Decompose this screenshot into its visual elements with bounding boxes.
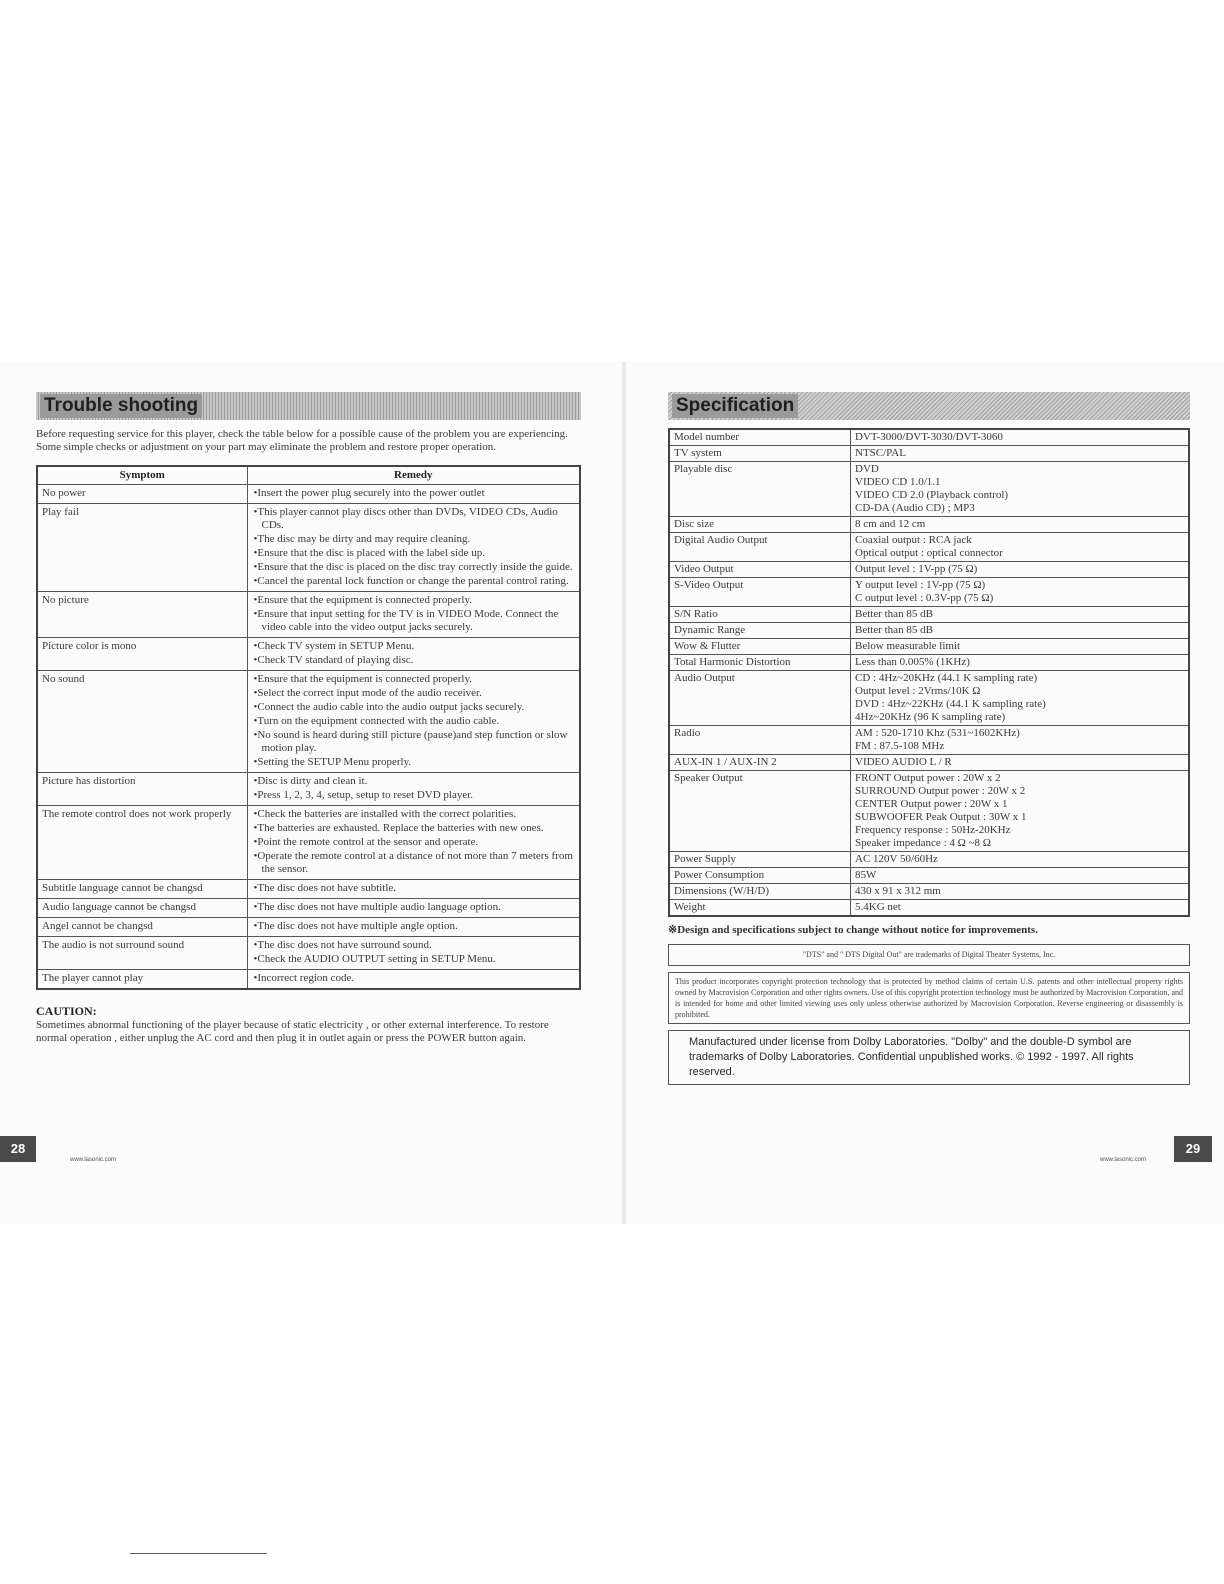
symptom-cell: Picture color is mono: [37, 638, 247, 671]
manual-spread: [0, 362, 1224, 1224]
dts-notice: "DTS" and " DTS Digital Out" are trademarks of Digital Theater Systems, Inc.: [668, 944, 1190, 966]
troubleshooting-table: [36, 465, 581, 990]
spec-value-cell: [851, 533, 1190, 562]
page-number-left: 28: [0, 1136, 36, 1162]
remedy-list: [252, 594, 576, 634]
spec-value: DVD : 4Hz~22KHz (44.1 K sampling rate): [855, 698, 1046, 710]
spec-label: Dynamic Range: [669, 623, 851, 639]
remedy-item: • Disc is dirty and clean it.: [252, 775, 576, 788]
remedy-item: • The disc does not have surround sound.: [252, 939, 576, 952]
table-row: [37, 918, 580, 937]
spec-value: 430 x 91 x 312 mm: [855, 885, 941, 897]
spec-value-cell: [851, 755, 1190, 771]
spec-value: FM : 87.5-108 MHz: [855, 740, 945, 752]
spec-label: TV system: [669, 446, 851, 462]
remedy-list: [252, 640, 576, 667]
spec-row: [669, 639, 1189, 655]
spec-value-cell: [851, 462, 1190, 517]
symptom-cell: No power: [37, 485, 247, 504]
remedy-item: • The disc may be dirty and may require cleaning.: [252, 533, 576, 546]
spec-value: DVD: [855, 463, 879, 475]
spec-label: Playable disc: [669, 462, 851, 517]
table-row: [37, 485, 580, 504]
remedy-list: [252, 487, 576, 500]
table-row: [37, 899, 580, 918]
remedy-cell: [247, 899, 580, 918]
section-title: Trouble shooting: [40, 394, 202, 418]
spec-value-cell: [851, 623, 1190, 639]
caution-body: Sometimes abnormal functioning of the player because of static electricity , or other external interference. To restore normal operation , either unplug the AC cord and then plug it in outlet again or press the POWER button again.: [36, 1019, 549, 1044]
remedy-item: • The disc does not have subtitle.: [252, 882, 576, 895]
remedy-item: • The batteries are exhausted. Replace the batteries with new ones.: [252, 822, 576, 835]
spec-row: [669, 462, 1189, 517]
spec-value: Output level : 1V-pp (75 Ω): [855, 563, 978, 575]
spec-label: Disc size: [669, 517, 851, 533]
spec-value-cell: [851, 446, 1190, 462]
remedy-item: • Ensure that the equipment is connected properly.: [252, 594, 576, 607]
spec-label: Speaker Output: [669, 771, 851, 852]
spec-value: Less than 0.005% (1KHz): [855, 656, 970, 668]
remedy-item: • Select the correct input mode of the audio receiver.: [252, 687, 576, 700]
remedy-cell: [247, 880, 580, 899]
remedy-item: • Ensure that input setting for the TV is in VIDEO Mode. Connect the video cable into the video output jacks securely.: [252, 608, 576, 634]
spec-value-cell: [851, 884, 1190, 900]
spec-value: C output level : 0.3V-pp (75 Ω): [855, 592, 994, 604]
remedy-item: • Check TV standard of playing disc.: [252, 654, 576, 667]
spec-label: Video Output: [669, 562, 851, 578]
spec-label: Power Consumption: [669, 868, 851, 884]
remedy-header: Remedy: [247, 466, 580, 485]
spec-value: SUBWOOFER Peak Output : 30W x 1: [855, 811, 1027, 823]
symptom-cell: No sound: [37, 671, 247, 773]
spec-value: CD-DA (Audio CD) ; MP3: [855, 502, 975, 514]
spec-row: [669, 429, 1189, 446]
website-url-right: www.lasonic.com: [1100, 1157, 1147, 1163]
spec-row: [669, 900, 1189, 917]
spec-label: Audio Output: [669, 671, 851, 726]
table-row: [37, 638, 580, 671]
spec-label: Radio: [669, 726, 851, 755]
spec-value-cell: [851, 655, 1190, 671]
spec-value: 85W: [855, 869, 877, 881]
symptom-cell: Subtitle language cannot be changsd: [37, 880, 247, 899]
remedy-list: [252, 901, 576, 914]
spec-label: S-Video Output: [669, 578, 851, 607]
symptom-cell: Audio language cannot be changsd: [37, 899, 247, 918]
spec-value: VIDEO CD 2.0 (Playback control): [855, 489, 1009, 501]
table-row: [37, 592, 580, 638]
spec-label: AUX-IN 1 / AUX-IN 2: [669, 755, 851, 771]
spec-value: CD : 4Hz~20KHz (44.1 K sampling rate): [855, 672, 1038, 684]
spec-row: [669, 755, 1189, 771]
spec-value-cell: [851, 852, 1190, 868]
remedy-item: • Check TV system in SETUP Menu.: [252, 640, 576, 653]
troubleshooting-body: [37, 485, 580, 990]
spec-label: S/N Ratio: [669, 607, 851, 623]
remedy-list: [252, 882, 576, 895]
spec-row: [669, 868, 1189, 884]
footnote-rule: [130, 1553, 267, 1554]
right-page: [668, 392, 1190, 1091]
spec-value: FRONT Output power : 20W x 2: [855, 772, 1001, 784]
spec-value: VIDEO CD 1.0/1.1: [855, 476, 941, 488]
remedy-item: • Check the AUDIO OUTPUT setting in SETUP Menu.: [252, 953, 576, 966]
left-page: [36, 392, 581, 1045]
remedy-cell: [247, 485, 580, 504]
spec-row: [669, 671, 1189, 726]
spec-value: 8 cm and 12 cm: [855, 518, 926, 530]
symptom-cell: Angel cannot be changsd: [37, 918, 247, 937]
table-row: [37, 970, 580, 990]
spec-label: Weight: [669, 900, 851, 917]
spec-value-cell: [851, 562, 1190, 578]
remedy-item: • Ensure that the equipment is connected properly.: [252, 673, 576, 686]
remedy-cell: [247, 918, 580, 937]
section-title: Specification: [672, 394, 798, 418]
spec-label: Digital Audio Output: [669, 533, 851, 562]
intro-paragraph: Before requesting service for this player, check the table below for a possible cause of the problem you are experiencing. Some simple checks or adjustment on your part may eliminate the problem and restore proper operation.: [36, 428, 568, 453]
remedy-list: [252, 939, 576, 966]
remedy-list: [252, 972, 576, 985]
table-row: [37, 504, 580, 592]
table-header-row: [37, 466, 580, 485]
remedy-list: [252, 673, 576, 769]
symptom-header: Symptom: [37, 466, 247, 485]
spec-row: [669, 884, 1189, 900]
remedy-item: • Press 1, 2, 3, 4, setup, setup to reset DVD player.: [252, 789, 576, 802]
remedy-cell: [247, 504, 580, 592]
spec-row: [669, 852, 1189, 868]
spec-value: CENTER Output power : 20W x 1: [855, 798, 1008, 810]
page-gutter: [622, 362, 626, 1224]
remedy-cell: [247, 773, 580, 806]
spec-value: 5.4KG net: [855, 901, 901, 913]
spec-row: [669, 533, 1189, 562]
section-title-bar: [668, 392, 1190, 420]
spec-value: Below measurable limit: [855, 640, 961, 652]
spec-label: Model number: [669, 429, 851, 446]
spec-label: Total Harmonic Distortion: [669, 655, 851, 671]
remedy-item: • Cancel the parental lock function or change the parental control rating.: [252, 575, 576, 588]
remedy-item: • Operate the remote control at a distance of not more than 7 meters from the sensor.: [252, 850, 576, 876]
spec-value: VIDEO AUDIO L / R: [855, 756, 952, 768]
spec-row: [669, 623, 1189, 639]
remedy-cell: [247, 937, 580, 970]
spec-value-cell: [851, 578, 1190, 607]
remedy-cell: [247, 638, 580, 671]
spec-label: Wow & Flutter: [669, 639, 851, 655]
spec-value-cell: [851, 517, 1190, 533]
remedy-list: [252, 808, 576, 876]
spec-row: [669, 446, 1189, 462]
remedy-list: [252, 506, 576, 588]
table-row: [37, 880, 580, 899]
remedy-item: • Incorrect region code.: [252, 972, 576, 985]
caution-title: CAUTION:: [36, 1004, 97, 1018]
remedy-list: [252, 920, 576, 933]
spec-label: Dimensions (W/H/D): [669, 884, 851, 900]
specification-table: [668, 428, 1190, 917]
spec-value: Output level : 2Vrms/10K Ω: [855, 685, 981, 697]
page-number-right: 29: [1174, 1136, 1212, 1162]
spec-value-cell: [851, 639, 1190, 655]
spec-value: Speaker impedance : 4 Ω ~8 Ω: [855, 837, 991, 849]
spec-value: Y output level : 1V-pp (75 Ω): [855, 579, 986, 591]
symptom-cell: The remote control does not work properly: [37, 806, 247, 880]
remedy-item: • Insert the power plug securely into the power outlet: [252, 487, 576, 500]
spec-value-cell: [851, 900, 1190, 917]
spec-value: DVT-3000/DVT-3030/DVT-3060: [855, 431, 1003, 443]
remedy-item: • Connect the audio cable into the audio output jacks securely.: [252, 701, 576, 714]
design-note: ※Design and specifications subject to change without notice for improvements.: [668, 924, 1038, 936]
remedy-item: • Ensure that the disc is placed on the disc tray correctly inside the guide.: [252, 561, 576, 574]
spec-value-cell: [851, 607, 1190, 623]
spec-value: Better than 85 dB: [855, 624, 933, 636]
spec-value-cell: [851, 771, 1190, 852]
spec-value: 4Hz~20KHz (96 K sampling rate): [855, 711, 1006, 723]
table-row: [37, 937, 580, 970]
spec-row: [669, 771, 1189, 852]
specification-body: [669, 429, 1189, 916]
spec-value-cell: [851, 429, 1190, 446]
remedy-cell: [247, 970, 580, 990]
symptom-cell: The player cannot play: [37, 970, 247, 990]
remedy-cell: [247, 806, 580, 880]
table-row: [37, 806, 580, 880]
remedy-item: • The disc does not have multiple audio language option.: [252, 901, 576, 914]
remedy-cell: [247, 671, 580, 773]
spec-value: Better than 85 dB: [855, 608, 933, 620]
spec-row: [669, 655, 1189, 671]
macrovision-notice: This product incorporates copyright protection technology that is protected by method claims of certain U.S. patents and other intellectual property rights owned by Macrovision Corporation and other rights owners. Use of this copyright protection technology must be authorized by Macrovision Corporation, and is intended for home and other limited viewing uses only unless otherwise authorized by Macrovision Corporation. Reverse engineering or disassembly is prohibited.: [668, 972, 1190, 1024]
table-row: [37, 773, 580, 806]
symptom-cell: The audio is not surround sound: [37, 937, 247, 970]
section-title-bar: [36, 392, 581, 420]
symptom-cell: Picture has distortion: [37, 773, 247, 806]
remedy-item: • Setting the SETUP Menu properly.: [252, 756, 576, 769]
spec-value: NTSC/PAL: [855, 447, 906, 459]
remedy-item: • Turn on the equipment connected with the audio cable.: [252, 715, 576, 728]
spec-row: [669, 562, 1189, 578]
spec-value-cell: [851, 671, 1190, 726]
remedy-item: • Point the remote control at the sensor and operate.: [252, 836, 576, 849]
remedy-item: • Check the batteries are installed with the correct polarities.: [252, 808, 576, 821]
spec-value: Optical output : optical connector: [855, 547, 1003, 559]
spec-row: [669, 517, 1189, 533]
spec-row: [669, 607, 1189, 623]
remedy-cell: [247, 592, 580, 638]
spec-row: [669, 578, 1189, 607]
spec-row: [669, 726, 1189, 755]
remedy-list: [252, 775, 576, 802]
spec-value: Frequency response : 50Hz-20KHz: [855, 824, 1011, 836]
spec-value: AC 120V 50/60Hz: [855, 853, 938, 865]
table-row: [37, 671, 580, 773]
dolby-notice: Manufactured under license from Dolby Laboratories. "Dolby" and the double-D symbol are trademarks of Dolby Laboratories. Confidential unpublished works. © 1992 - 1997. All rights reserved.: [668, 1030, 1190, 1085]
spec-value-cell: [851, 726, 1190, 755]
spec-value: SURROUND Output power : 20W x 2: [855, 785, 1026, 797]
remedy-item: • Ensure that the disc is placed with the label side up.: [252, 547, 576, 560]
spec-value: AM : 520-1710 Khz (531~1602KHz): [855, 727, 1020, 739]
symptom-cell: Play fail: [37, 504, 247, 592]
remedy-item: • The disc does not have multiple angle option.: [252, 920, 576, 933]
spec-value: Coaxial output : RCA jack: [855, 534, 972, 546]
symptom-cell: No picture: [37, 592, 247, 638]
spec-label: Power Supply: [669, 852, 851, 868]
spec-value-cell: [851, 868, 1190, 884]
remedy-item: • No sound is heard during still picture (pause)and step function or slow motion play.: [252, 729, 576, 755]
remedy-item: • This player cannot play discs other than DVDs, VIDEO CDs, Audio CDs.: [252, 506, 576, 532]
website-url-left: www.lasonic.com: [70, 1157, 117, 1163]
